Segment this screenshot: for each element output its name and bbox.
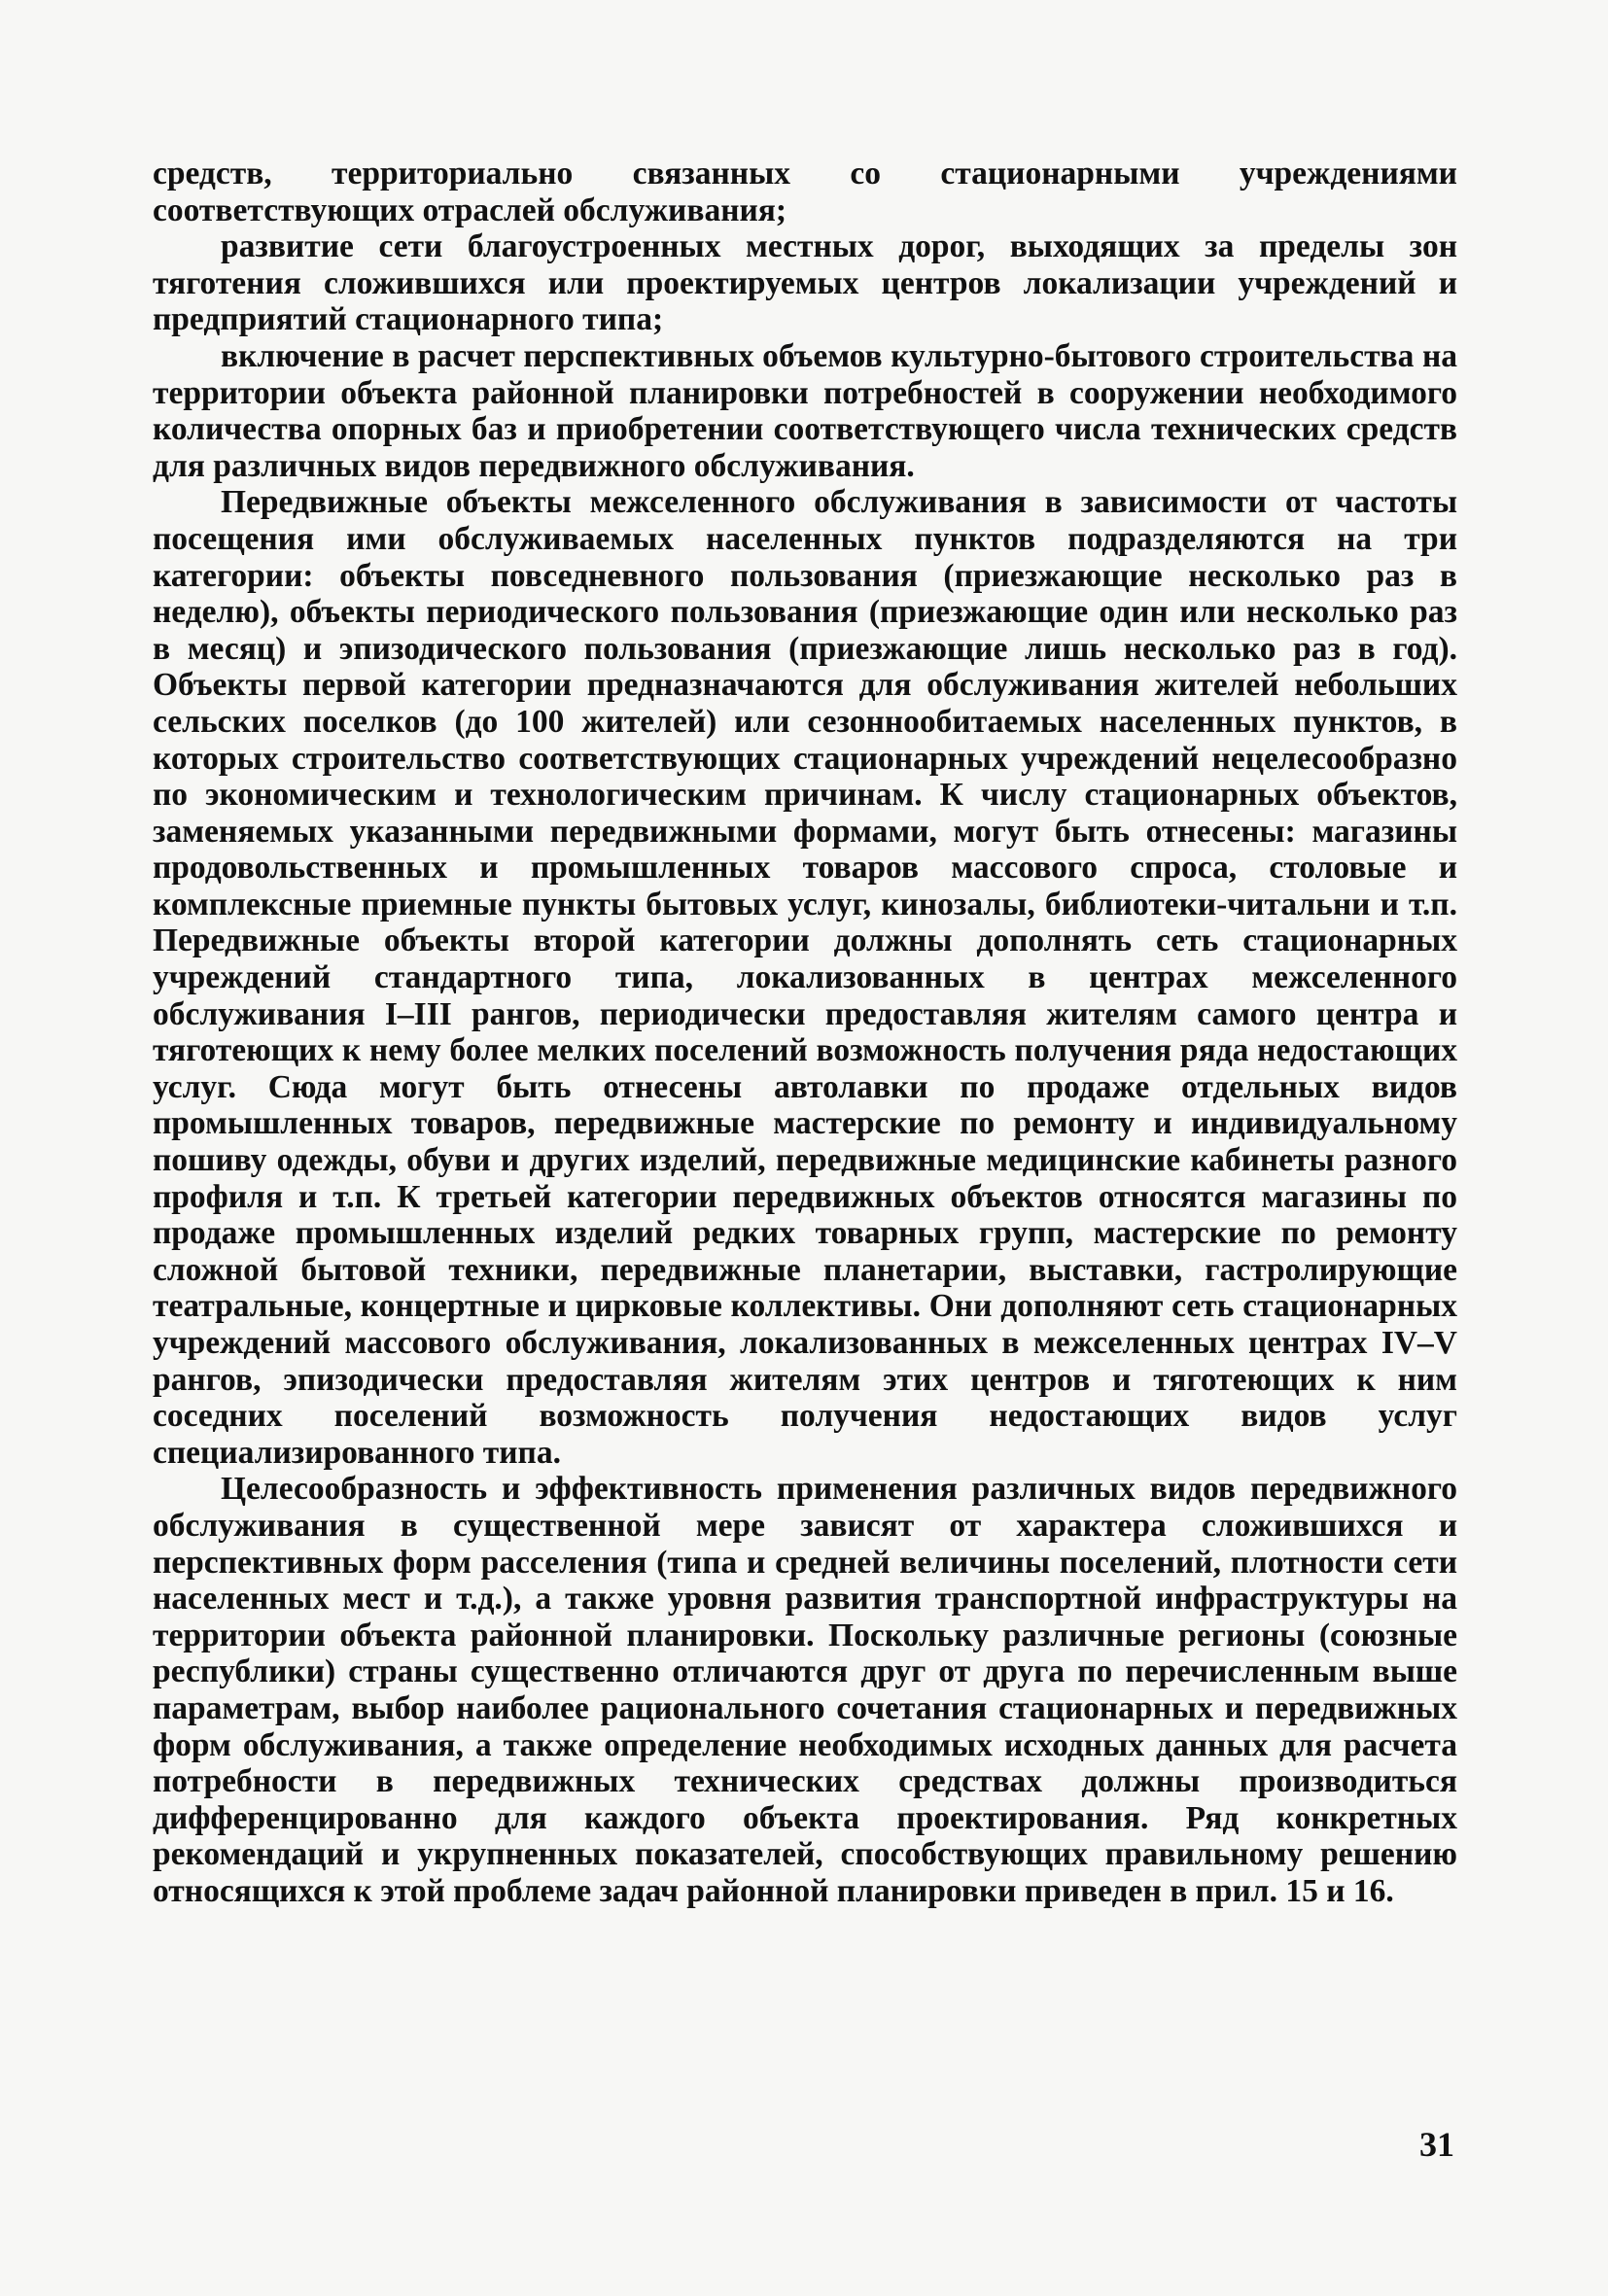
- page-number: 31: [1419, 2125, 1454, 2164]
- paragraph-continuation: средств, территориально связанных со стационарными учреждениями соответствующих отраслей обслуживания;: [153, 156, 1457, 228]
- paragraph-mobile-objects: Передвижные объекты межселенного обслуживания в зависимости от частоты посещения ими обслуживаемых населенных пунктов подразделяются на три категории: объекты повседневного пользования (приезжающие несколько раз в неделю), объекты периодического пользования (приезжающие один или несколько раз в месяц) и эпизодического пользования (приезжающие лишь несколько раз в год). Объекты первой категории предназначаются для обслуживания жителей небольших сельских поселков (до 100 жителей) или сезоннообитаемых населенных пунктов, в которых строительство соответствующих стационарных учреждений нецелесообразно по экономическим и технологическим причинам. К числу стационарных объектов, заменяемых указанными передвижными формами, могут быть отнесены: магазины продовольственных и промышленных товаров массового спроса, столовые и комплексные приемные пункты бытовых услуг, кинозалы, библиотеки-читальни и т.п. Передвижные объекты второй категории должны дополнять сеть стационарных учреждений стандартного типа, локализованных в центрах межселенного обслуживания I–III рангов, периодически предоставляя жителям самого центра и тяготеющих к нему более мелких поселений возможность получения ряда недостающих услуг. Сюда могут быть отнесены автолавки по продаже отдельных видов промышленных товаров, передвижные мастерские по ремонту и индивидуальному пошиву одежды, обуви и других изделий, передвижные медицинские кабинеты разного профиля и т.п. К третьей категории передвижных объектов относятся магазины по продаже промышленных изделий редких товарных групп, мастерские по ремонту сложной бытовой техники, передвижные планетарии, выставки, гастролирующие театральные, концертные и цирковые коллективы. Они дополняют сеть стационарных учреждений массового обслуживания, локализованных в межселенных центрах IV–V рангов, эпизодически предоставляя жителям этих центров и тяготеющих к ним соседних поселений возможность получения недостающих видов услуг специализированного типа.: [153, 484, 1457, 1471]
- paragraph-roads: развитие сети благоустроенных местных дорог, выходящих за пределы зон тяготения сложившихся или проектируемых центров локализации учреждений и предприятий стационарного типа;: [153, 228, 1457, 338]
- paragraph-calculation: включение в расчет перспективных объемов культурно-бытового строительства на территории объекта районной планировки потребностей в сооружении необходимого количества опорных баз и приобретении соответствующего числа технических средств для различных видов передвижного обслуживания.: [153, 337, 1457, 484]
- body-text: [153, 156, 1457, 1910]
- paragraph-efficiency: Целесообразность и эффективность применения различных видов передвижного обслуживания в существенной мере зависят от характера сложившихся и перспективных форм расселения (типа и средней величины поселений, плотности сети населенных мест и т.д.), а также уровня развития транспортной инфраструктуры на территории объекта районной планировки. Поскольку различные регионы (союзные республики) страны существенно отличаются друг от друга по перечисленным выше параметрам, выбор наиболее рационального сочетания стационарных и передвижных форм обслуживания, а также определение необходимых исходных данных для расчета потребности в передвижных технических средствах должны производиться дифференцированно для каждого объекта проектирования. Ряд конкретных рекомендаций и укрупненных показателей, способствующих правильному решению относящихся к этой проблеме задач районной планировки приведен в прил. 15 и 16.: [153, 1471, 1457, 1909]
